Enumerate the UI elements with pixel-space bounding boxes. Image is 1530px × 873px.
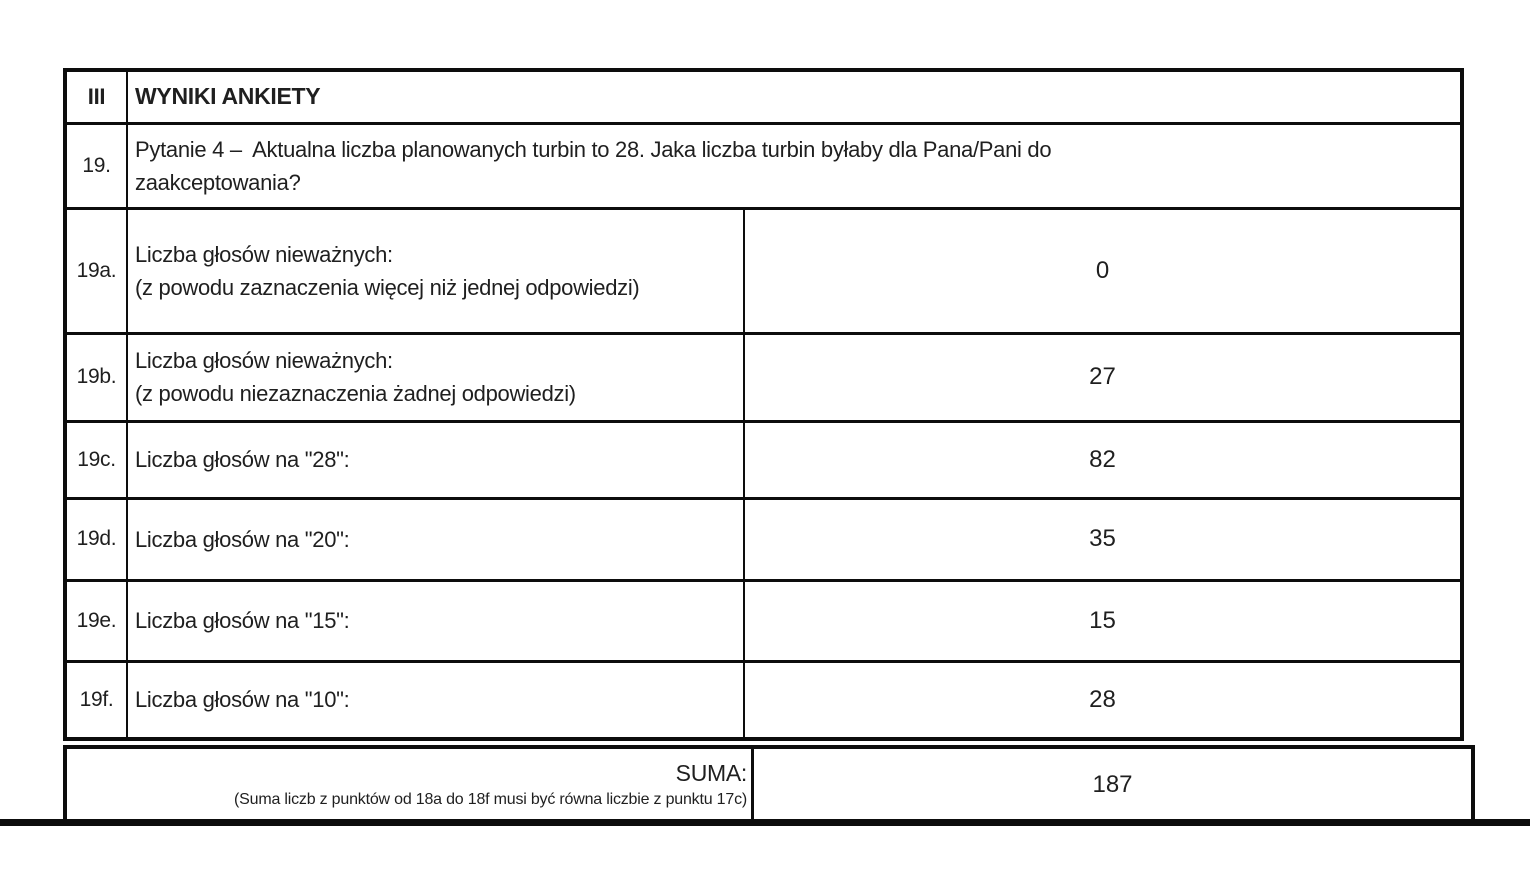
survey-results-section [63,68,1460,825]
row-value: 15 [744,580,1462,661]
row-label-line-1: Liczba głosów na "20": [135,526,350,552]
row-value: 28 [744,661,1462,739]
question-line-1: Pytanie 4 – Aktualna liczba planowanych turbin to 28. Jaka liczba turbin byłaby dla Pana/Pani do [135,136,1052,162]
row-number: 19b. [65,333,127,421]
row-number: 19d. [65,498,127,580]
row-number: 19e. [65,580,127,661]
row-value: 82 [744,421,1462,498]
row-label-line-1: Liczba głosów nieważnych: [135,241,393,267]
row-number: 19. [65,123,127,208]
table-row-19a [65,208,1462,333]
row-label-line-2: (z powodu zaznaczenia więcej niż jednej odpowiedzi) [135,274,640,300]
table-row-19d [65,498,1462,580]
row-number: 19c. [65,421,127,498]
section-number: III [65,70,127,123]
question-text [127,123,1462,208]
table-row-19b [65,333,1462,421]
row-label-line-1: Liczba głosów na "10": [135,687,350,713]
section-title: WYNIKI ANKIETY [127,70,1462,123]
row-label [127,580,744,661]
sum-row-table [63,745,1475,825]
table-row-section-header [65,70,1462,123]
row-label-line-1: Liczba głosów nieważnych: [135,348,393,373]
row-label-line-2: (z powodu niezaznaczenia żadnej odpowiedzi) [135,381,576,406]
row-label-line-1: Liczba głosów na "15": [135,608,350,633]
row-value: 27 [744,333,1462,421]
row-label [127,333,744,421]
row-number: 19a. [65,208,127,333]
table-row-19e [65,580,1462,661]
sum-value: 187 [1092,771,1133,798]
table-row-19c [65,421,1462,498]
row-label [127,208,744,333]
row-label [127,498,744,580]
row-value: 0 [744,208,1462,333]
bottom-rule [0,819,1530,826]
table-row-suma [65,747,1473,823]
table-row-question [65,123,1462,208]
survey-results-table [63,68,1464,741]
row-value: 35 [744,498,1462,580]
sum-note: (Suma liczb z punktów od 18a do 18f musi być równa liczbie z punktu 17c) [234,791,747,808]
row-label [127,421,744,498]
row-number: 19f. [65,661,127,739]
sum-label-cell [65,747,753,823]
row-label-line-1: Liczba głosów na "28": [135,447,350,472]
row-label [127,661,744,739]
question-line-2: zaakceptowania? [135,169,301,195]
sum-label: SUMA: [675,760,747,786]
table-row-19f [65,661,1462,739]
